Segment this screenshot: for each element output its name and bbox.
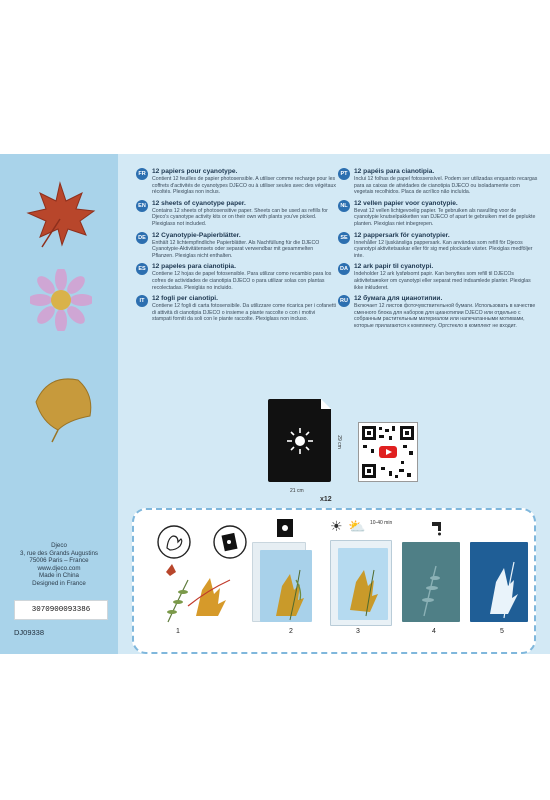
step-number: 4 xyxy=(432,628,436,635)
lang-badge: SE xyxy=(338,232,350,244)
lang-body: Enthält 12 lichtempfindliche Papierblätter. Als Nachfüllung für die DJECO Cyanotypie-Aktivitätensets oder separat verwendbar mit gesammelten Pflanzen. Plexiglas nicht enthalten. xyxy=(152,239,320,259)
product-reference: DJ09338 xyxy=(14,628,45,637)
language-column-right xyxy=(338,168,538,334)
lang-body: Inclui 12 folhas de papel fotossensível. Podem ser utilizadas enquanto recargas para as caixas de atividades de cianotipia DJECO ou isoladamente com vegetais recolhidos. Placa de acrílico não incluída. xyxy=(354,176,538,196)
lang-badge: RU xyxy=(338,295,350,307)
lang-title: 12 pappersark för cyanotypier. xyxy=(354,231,450,239)
language-column-left xyxy=(136,168,336,327)
lang-block-nl xyxy=(338,200,538,228)
lang-badge: DE xyxy=(136,232,148,244)
lang-block-de xyxy=(136,232,336,260)
width-dimension: 21 cm xyxy=(290,488,304,494)
cloud-sun-icon: ⛅ xyxy=(348,518,366,534)
lang-block-it xyxy=(136,295,336,323)
fern-print-image xyxy=(402,542,460,622)
lang-block-fr xyxy=(136,168,336,196)
maple-leaf-image xyxy=(22,179,98,249)
lang-badge: ES xyxy=(136,263,148,275)
lang-block-es xyxy=(136,263,336,291)
fern-arrangement-image xyxy=(260,550,312,622)
lang-body: Indeholder 12 ark lysfølsomt papir. Kan benyttes som refill til DJECOs aktivitetsæsker om cyanotypi eller separat med indsamlede planter. Plexiglas ikke inkluderet. xyxy=(354,271,531,291)
website: www.djeco.com xyxy=(37,564,81,572)
lang-body: Bevat 12 vellen lichtgevoelig papier. Te gebruiken als navulling voor de cyanotypie knutselpakketten van DJECO of apart te gebruiken met de geplukte planten. Plexiglas niet inbegrepen. xyxy=(354,207,536,227)
lang-title: 12 papéis para cianotipia. xyxy=(354,168,435,175)
address-line: 3, rue des Grands Augustins xyxy=(19,549,99,557)
left-column xyxy=(0,154,118,654)
lang-badge: PT xyxy=(338,168,350,180)
sun-sheet-icon xyxy=(276,518,294,538)
lang-body: Contient 12 feuilles de papier photosensible. A utiliser comme recharge pour les coffrets d'activités de cyanotypes DJECO ou à utiliser seules avec des végétaux récoltés. Plexiglas non inclus. xyxy=(152,176,336,196)
rinsed-print xyxy=(402,542,460,622)
lang-badge: DA xyxy=(338,263,350,275)
lang-block-en xyxy=(136,200,336,228)
step-number: 5 xyxy=(500,628,504,635)
lang-title: 12 ark papir til cyanotypi. xyxy=(354,263,434,271)
sun-weather-icon: ☀ xyxy=(330,518,343,534)
address-city: 75006 Paris – France xyxy=(29,557,89,565)
lang-title: 12 vellen papier voor cyanotypie. xyxy=(354,199,458,207)
lang-block-se xyxy=(338,232,538,260)
instructions-panel xyxy=(132,508,536,654)
lang-badge: NL xyxy=(338,200,350,212)
lang-title: 12 sheets of cyanotype paper. xyxy=(152,199,246,207)
leaves-arrangement-image xyxy=(148,560,238,624)
lang-title: 12 бумага для цианотипии. xyxy=(354,295,443,303)
water-tap-icon xyxy=(430,520,444,538)
paper-pack-icon xyxy=(212,524,248,560)
exposed-paper xyxy=(338,548,388,620)
step-number: 1 xyxy=(176,628,180,635)
lang-badge: IT xyxy=(136,295,148,307)
sun-icon xyxy=(285,426,315,456)
paper-sheet-illustration xyxy=(268,399,331,482)
lang-title: 12 papiers pour cyanotype. xyxy=(152,168,238,175)
lang-title: 12 Cyanotypie-Papierblätter. xyxy=(152,231,241,239)
exposure-time: 10-40 min xyxy=(370,520,393,526)
youtube-play-icon xyxy=(379,446,397,458)
lang-body: Contains 12 sheets of photosensitive paper. Sheets can be used as refills for Djeco's cyanotype activity kits or on their own with plants you've picked. Plexiglass not included. xyxy=(152,207,328,227)
lang-block-da xyxy=(338,263,538,291)
lang-title: 12 papeles para cianotipia. xyxy=(152,263,236,271)
lang-block-pt xyxy=(338,168,538,196)
lang-body: Contiene 12 fogli di carta fotosensibile. Da utilizzare come ricarica per i cofanetti di attività di cianotipia DJECO o insieme a piante raccolte o con i motivi stampati forniti da soli con le piante raccolte. Plexiglass non incluso. xyxy=(152,303,336,323)
barcode: 3070900093386 xyxy=(14,600,108,620)
lang-body: Contiene 12 hojas de papel fotosensible. Para utilizar como recambio para los cofres de actividades de cianotipia DJECO o para utilizar solas con plantas recolectadas. Plexiglás no incluido. xyxy=(152,271,332,291)
step-number: 3 xyxy=(356,628,360,635)
qr-code[interactable] xyxy=(358,422,418,482)
fern-under-glass-image xyxy=(338,548,388,620)
company-address xyxy=(6,542,112,588)
sheet-count: x12 xyxy=(320,496,332,503)
final-fern-print-image xyxy=(470,542,528,622)
lang-title: 12 fogli per cianotipi. xyxy=(152,295,218,303)
company-name: Djeco xyxy=(51,542,67,549)
designed-in: Designed in France xyxy=(32,579,86,587)
sheet-corner xyxy=(321,399,331,409)
flower-image xyxy=(30,269,92,331)
step-number: 2 xyxy=(289,628,293,635)
paper-sheet-blue xyxy=(260,550,312,622)
made-in: Made in China xyxy=(39,572,79,580)
lang-block-ru xyxy=(338,295,538,329)
lang-badge: EN xyxy=(136,200,148,212)
lang-badge: FR xyxy=(136,168,148,180)
lang-body: Innehåller 12 ljuskänsliga pappersark. Kan användas som refill för Djecos cyanotypi aktivitetsaskar eller för sig med plockade växter. Plexiglas medföljer inte. xyxy=(354,239,533,259)
final-cyanotype xyxy=(470,542,528,622)
height-dimension: 29 cm xyxy=(335,435,342,449)
lang-body: Включает 12 листов фоточувствительной бумаги. Использовать в качестве сменного блока для наборов для цианотипии DJECO или отдельно с собранным растительным материалом или напечатанными мотивами, которые прилагаются к комплекту. Оргстекло в комплект не входит. xyxy=(354,303,536,329)
hand-icon xyxy=(156,524,192,560)
ginkgo-leaf-image xyxy=(28,372,98,444)
